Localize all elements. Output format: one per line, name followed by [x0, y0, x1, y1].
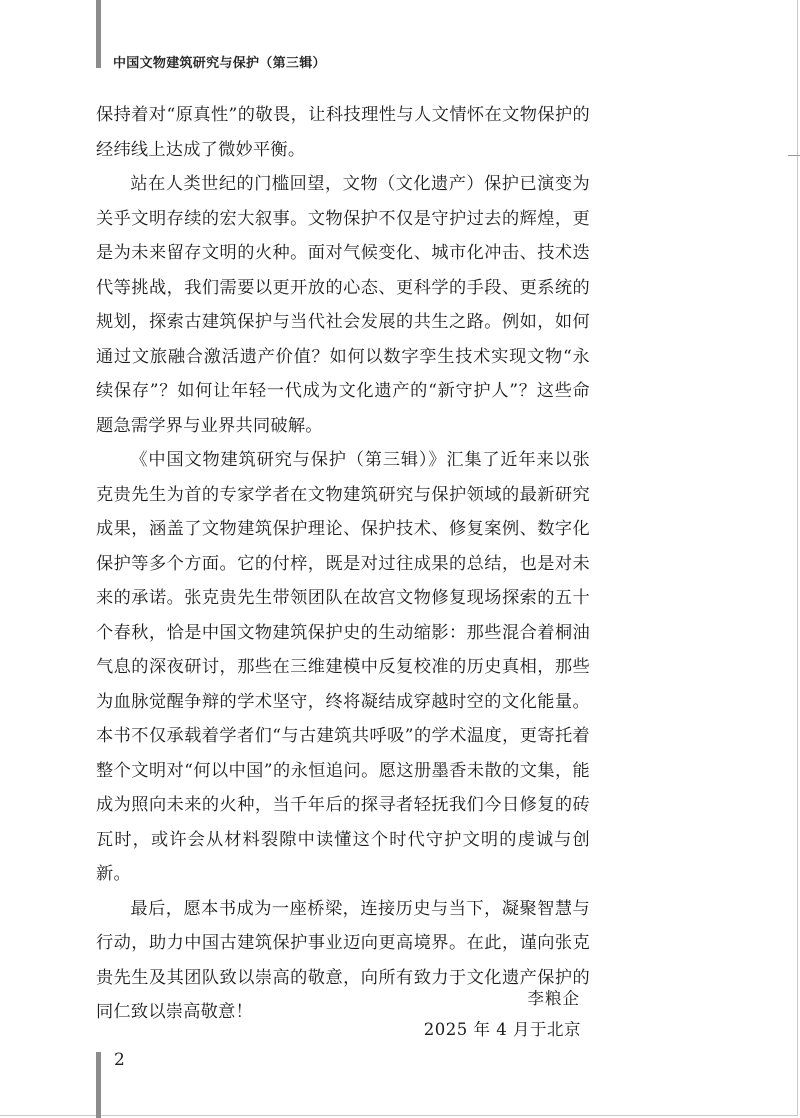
- header-rule-bar: [96, 0, 101, 68]
- page-number: 2: [114, 1050, 125, 1070]
- footer-rule-bar: [96, 1052, 101, 1118]
- paragraph-closing-wishes: 最后，愿本书成为一座桥梁，连接历史与当下，凝聚智慧与行动，助力中国古建筑保护事业迈向更高境界。在此，谨向张克贵先生及其团队致以崇高的敬意，向所有致力于文化遗产保护的同仁致以崇高敬意！: [96, 898, 590, 1022]
- running-head: 中国文物建筑研究与保护（第三辑）: [113, 56, 326, 71]
- margin-tick: [788, 155, 800, 156]
- place-date: 2025 年 4 月于北京: [423, 1020, 581, 1039]
- paragraph-continuation: 保持着对“原真性”的敬畏，让科技理性与人文情怀在文物保护的经纬线上达成了微妙平衡。: [96, 105, 590, 160]
- body-text: [96, 98, 590, 1030]
- paragraph-heritage-outlook: 站在人类世纪的门槛回望，文物（文化遗产）保护已演变为关乎文明存续的宏大叙事。文物保护不仅是守护过去的辉煌，更是为未来留存文明的火种。面对气候变化、城市化冲击、技术迭代等挑战，我们需要以更开放的心态、更科学的手段、更系统的规划，探索古建筑保护与当代社会发展的共生之路。例如，如何通过文旅融合激活遗产价值？如何以数字孪生技术实现文物“永续保存”？如何让年轻一代成为文化遗产的“新守护人”？这些命题急需学界与业界共同破解。: [96, 174, 590, 436]
- paragraph-book-introduction: 《中国文物建筑研究与保护（第三辑）》汇集了近年来以张克贵先生为首的专家学者在文物建筑研究与保护领域的最新研究成果，涵盖了文物建筑保护理论、保护技术、修复案例、数字化保护等多个方面。它的付梓，既是对过往成果的总结，也是对未来的承诺。张克贵先生带领团队在故宫文物修复现场探索的五十个春秋，恰是中国文物建筑保护史的生动缩影：那些混合着桐油气息的深夜研讨，那些在三维建模中反复校准的历史真相，那些为血脉觉醒争辩的学术坚守，终将凝结成穿越时空的文化能量。本书不仅承载着学者们“与古建筑共呼吸”的学术温度，更寄托着整个文明对“何以中国”的永恒追问。愿这册墨香未散的文集，能成为照向未来的火种，当千年后的探寻者轻抚我们今日修复的砖瓦时，或许会从材料裂隙中读懂这个时代守护文明的虔诚与创新。: [96, 450, 590, 884]
- author-signature: 李粮企: [527, 989, 580, 1008]
